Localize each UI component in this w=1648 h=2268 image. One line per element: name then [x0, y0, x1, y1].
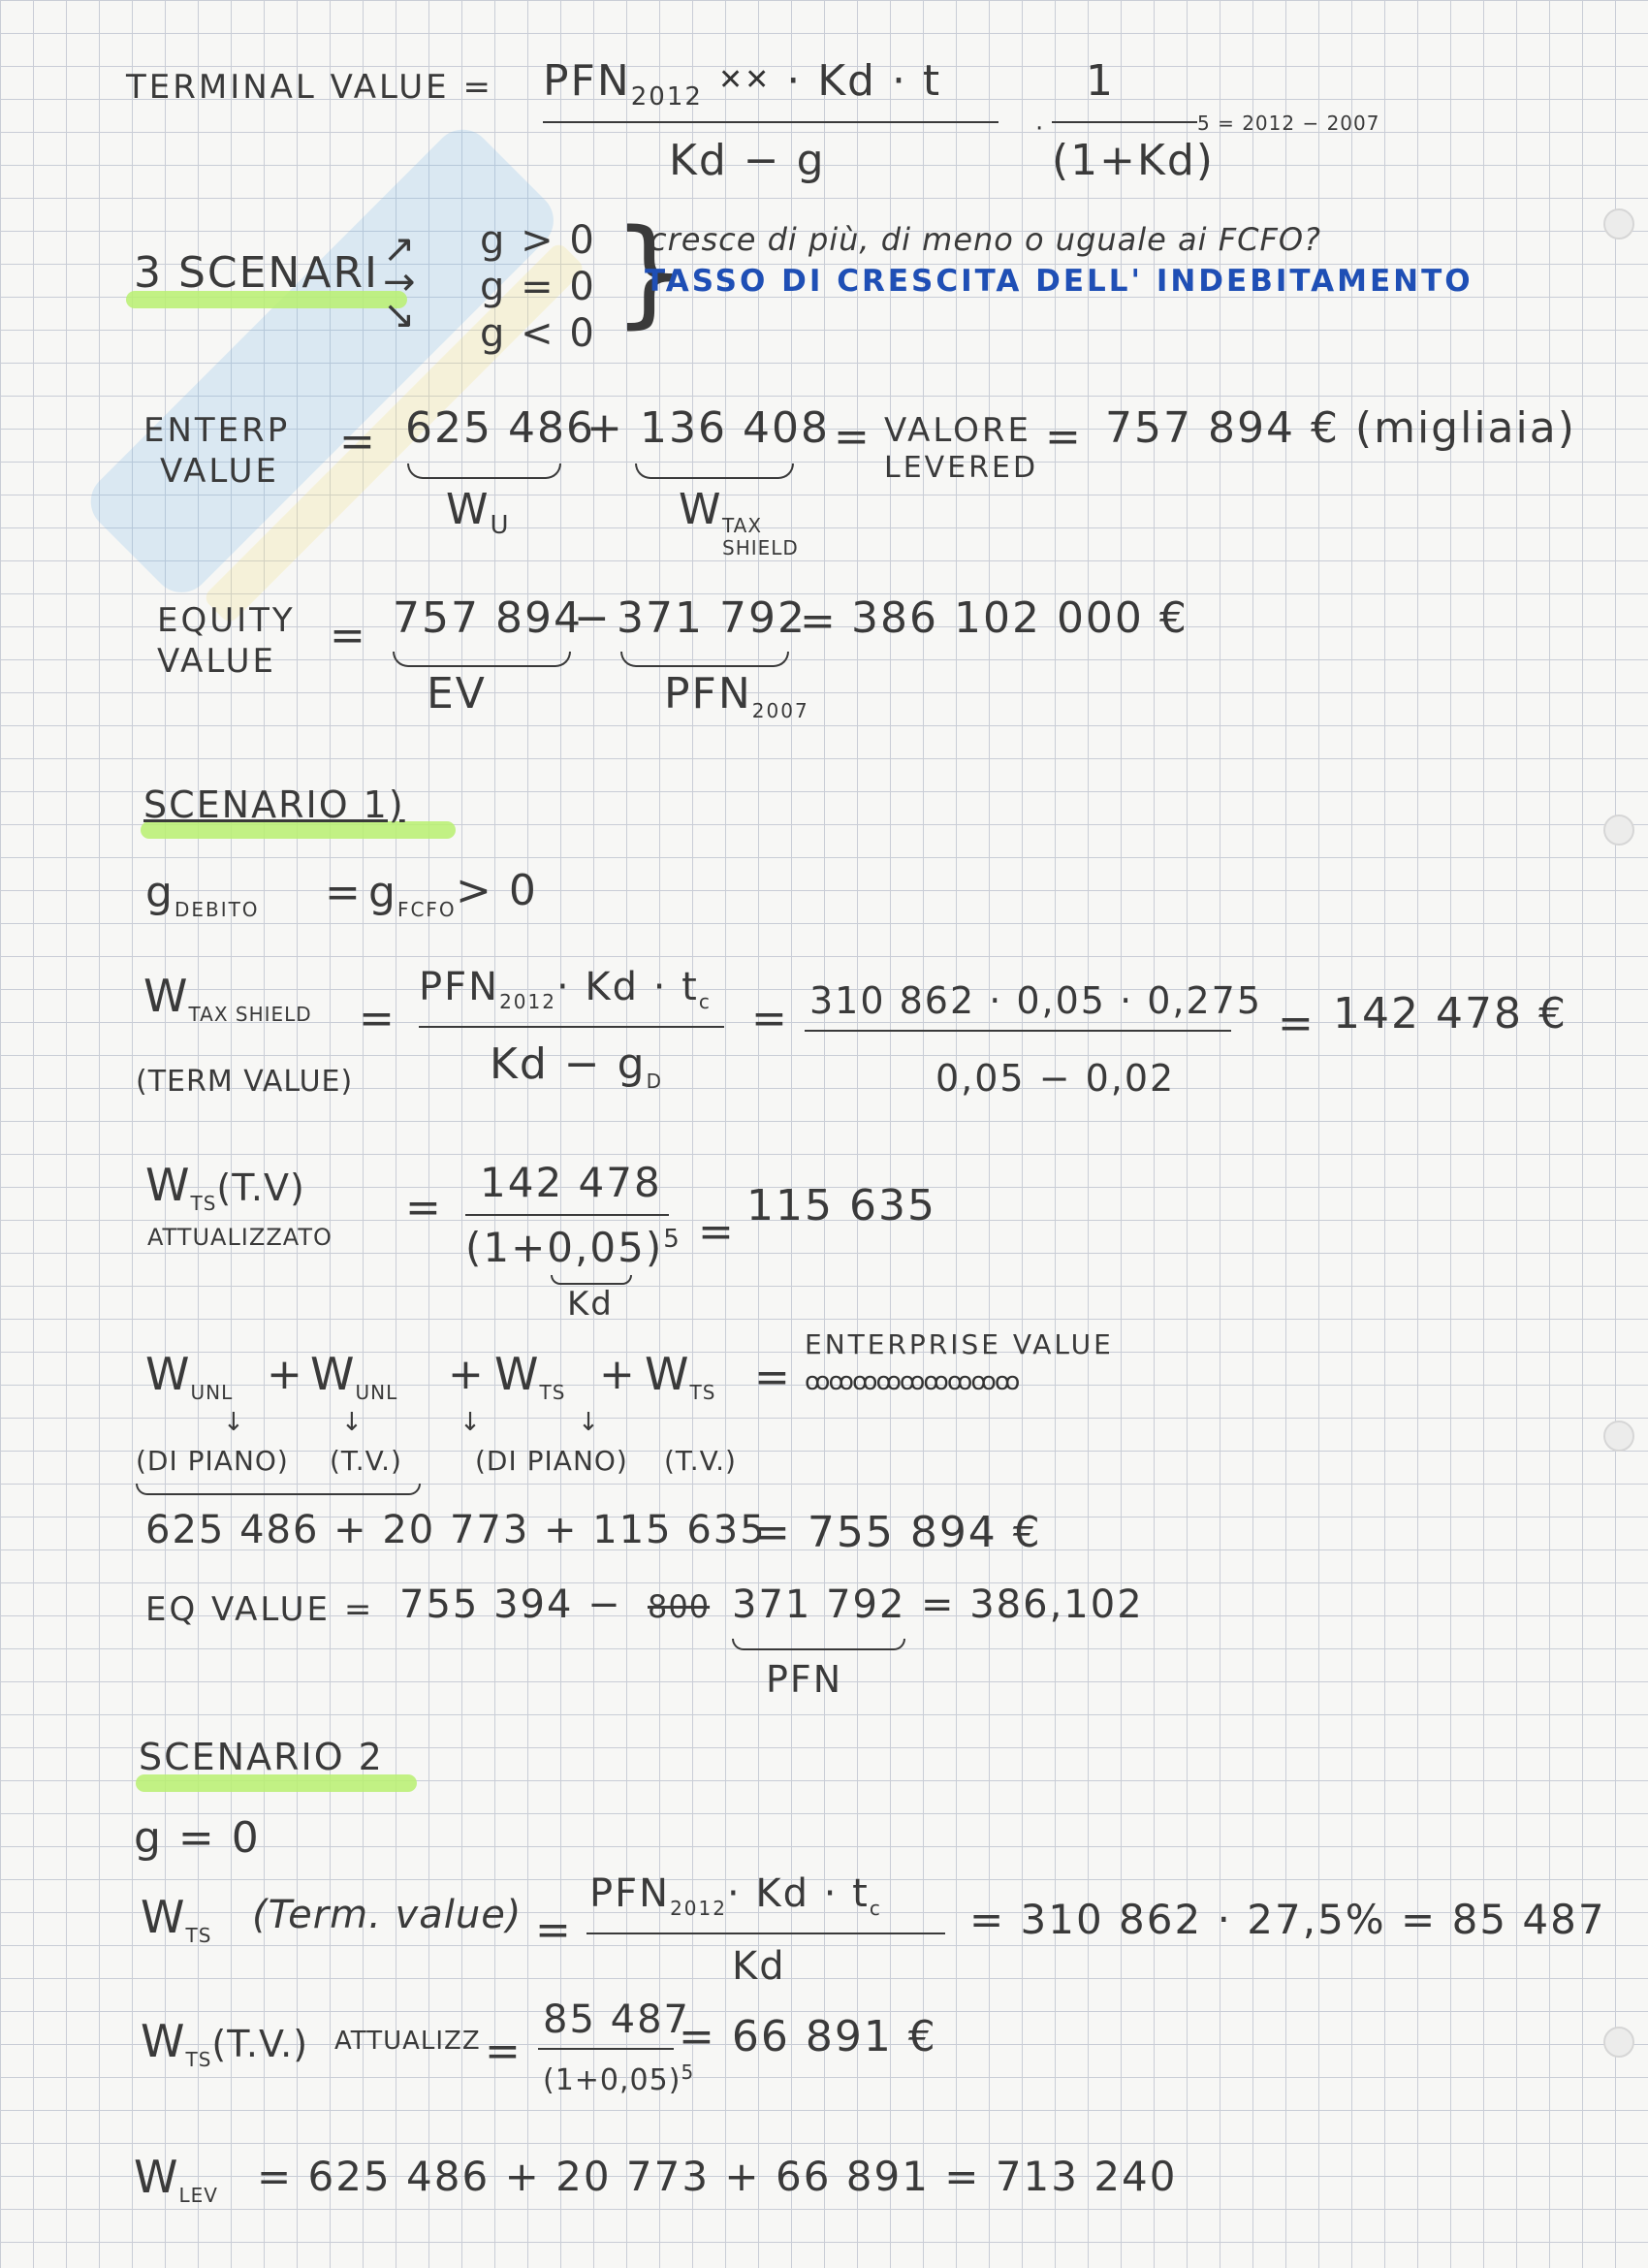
- s1-disc-kd: Kd: [567, 1285, 614, 1324]
- s2-disc-den: $(1+0,05)^5$: [543, 2060, 695, 2097]
- wu-label: $W_U$: [446, 485, 511, 540]
- s2-disc-result: = 66 891 €: [679, 2012, 937, 2061]
- underbrace: [635, 463, 794, 479]
- crossed-out-text: 800: [648, 1588, 711, 1625]
- tv-disc-numerator: 1: [1086, 56, 1115, 106]
- attualizz-note: ATTUALIZZ: [334, 2027, 481, 2056]
- equals: =: [1278, 999, 1315, 1048]
- s2-calc: = 310 862 · 27,5% = 85 487: [969, 1896, 1606, 1943]
- sum-term-2: $W_{UNL}$: [310, 1348, 398, 1405]
- underbrace: [407, 463, 561, 479]
- eq-pfn-value: 371 792: [732, 1582, 906, 1627]
- crossed-out-text: ✕✕: [717, 63, 772, 97]
- ev-value: 757 894: [393, 593, 583, 643]
- term-value-note: (TERM VALUE): [136, 1065, 354, 1099]
- wts-sub-1: TAX: [722, 514, 763, 537]
- enterp-label-1: ENTERP: [143, 411, 291, 450]
- s2-wts-label: $W_{TS}$: [141, 1891, 212, 1948]
- g-positive: g > 0: [480, 218, 596, 263]
- underbrace: [551, 1275, 632, 1285]
- growth-positive: > 0: [456, 866, 538, 915]
- equals: =: [698, 1207, 736, 1257]
- fraction-bar: [419, 1026, 724, 1028]
- tv-disc-exponent: 5 = 2012 − 2007: [1197, 112, 1380, 135]
- equals: =: [535, 1905, 573, 1955]
- levered-label: LEVERED: [884, 451, 1039, 485]
- enterprise-result: 757 894 € (migliaia): [1105, 403, 1576, 453]
- sum-term-3: $W_{TS}$: [494, 1348, 566, 1405]
- pfn-value: 371 792: [617, 593, 807, 643]
- scenario1-title: SCENARIO 1): [143, 783, 405, 826]
- plus: +: [599, 1350, 637, 1399]
- equals: =: [800, 596, 838, 646]
- s2-formula-den: Kd: [732, 1944, 786, 1989]
- equity-label-1: EQUITY: [157, 601, 296, 640]
- s2-wts-rest: (Term. value): [252, 1893, 523, 1937]
- scenario2-title: SCENARIO 2: [139, 1736, 384, 1778]
- fraction-bar: [538, 2048, 674, 2050]
- wts-label: $W_{TAX SHIELD}$: [143, 970, 312, 1027]
- s1-calc-result: 142 478 €: [1333, 989, 1568, 1038]
- equals: =: [330, 611, 367, 660]
- s2-disc-num: 85 487: [543, 1997, 690, 2042]
- equity-label-2: VALUE: [157, 642, 276, 681]
- eq-value-label: EQ VALUE =: [145, 1590, 375, 1629]
- fraction-bar: [805, 1030, 1231, 1032]
- wlev-calc: = 625 486 + 20 773 + 66 891 = 713 240: [257, 2153, 1178, 2200]
- s1-disc-result: 115 635: [746, 1181, 936, 1230]
- s2-formula-num: $PFN_{2012}\cdot Kd \cdot t_c$: [589, 1871, 882, 1920]
- plus: +: [448, 1350, 486, 1399]
- sum-result: = 755 894 €: [754, 1508, 1042, 1557]
- note-tv-1: (T.V.): [330, 1445, 402, 1477]
- enterprise-value-note: ENTERPRISE VALUE: [805, 1328, 1114, 1360]
- equals: =: [325, 868, 363, 917]
- equals: =: [405, 1183, 443, 1232]
- wts-label: W: [679, 485, 723, 534]
- binder-hole: [1603, 1421, 1634, 1452]
- tv-denominator: Kd − g: [669, 136, 826, 185]
- minus: −: [574, 593, 612, 643]
- s1-formula-den: $Kd - g_D$: [490, 1039, 663, 1093]
- down-arrows: ↓ ↓ ↓ ↓: [223, 1408, 600, 1437]
- g-negative: g < 0: [480, 311, 596, 356]
- equals: =: [359, 994, 396, 1043]
- equals: =: [339, 417, 377, 466]
- ev-label: EV: [427, 669, 487, 719]
- s2-wts-tv-label: $W_{TS}(T.V.)$: [141, 2015, 309, 2072]
- g-fcfo: $g_{FCFO}$: [368, 868, 457, 921]
- underbrace: [620, 652, 789, 667]
- growth-rate-note: TASSO DI CRESCITA DELL' INDEBITAMENTO: [645, 264, 1474, 299]
- sum-term-4: $W_{TS}$: [645, 1348, 716, 1405]
- s1-calc-num: 310 862 · 0,05 · 0,275: [809, 979, 1263, 1022]
- scenari-question: cresce di più, di meno o uguale ai FCFO?: [650, 221, 1322, 258]
- brace-right: }: [613, 206, 688, 340]
- eq-value-calc: 755 394 −: [399, 1582, 622, 1627]
- sum-term-1: $W_{UNL}$: [145, 1348, 234, 1405]
- note-di-piano-2: (DI PIANO): [475, 1445, 628, 1477]
- tv-disc-bar: [1052, 121, 1197, 123]
- attualizzato-note: ATTUALIZZATO: [147, 1224, 333, 1251]
- tv-disc-denominator: (1+Kd): [1052, 136, 1215, 185]
- binder-hole: [1603, 815, 1634, 846]
- s1-formula-num: $PFN_{2012}\cdot Kd \cdot t_c$: [419, 965, 712, 1013]
- eq-value-result: = 386,102: [921, 1582, 1144, 1627]
- wu-value: 625 486: [405, 403, 595, 453]
- eq-pfn-label: PFN: [766, 1658, 843, 1701]
- equals: =: [1045, 412, 1083, 462]
- binder-hole: [1603, 2027, 1634, 2058]
- tv-dot: ·: [1035, 114, 1045, 144]
- scribble: ꝏꝏꝏꝏꝏꝏꝏꝏꝏ: [805, 1367, 1019, 1396]
- tv-numerator: $PFN_{2012}$ ✕✕ · Kd · t: [543, 56, 942, 112]
- scenari-label: 3 SCENARI: [134, 248, 379, 298]
- wlev-label: $W_{LEV}$: [134, 2151, 218, 2208]
- fraction-bar: [465, 1214, 669, 1216]
- tv-fraction-bar: [543, 121, 998, 123]
- underbrace: [136, 1484, 421, 1495]
- note-tv-2: (T.V.): [664, 1445, 737, 1477]
- equals: =: [834, 412, 872, 462]
- s2-g: g = 0: [134, 1813, 261, 1863]
- plus: +: [586, 403, 624, 453]
- g-debito: $g_{DEBITO}$: [145, 868, 260, 921]
- s1-disc-num: 142 478: [480, 1159, 662, 1206]
- equity-result: 386 102 000 €: [851, 593, 1188, 643]
- valore-label: VALORE: [884, 411, 1031, 450]
- arrows: ↗ → ↘: [383, 227, 417, 337]
- wts-value: 136 408: [640, 403, 830, 453]
- g-zero: g = 0: [480, 265, 596, 309]
- equals: =: [754, 1353, 792, 1402]
- s1-calc-den: 0,05 − 0,02: [935, 1057, 1176, 1100]
- wts-tv-label: $W_{TS}(T.V)$: [145, 1159, 305, 1216]
- underbrace: [732, 1639, 905, 1650]
- plus: +: [267, 1350, 304, 1399]
- terminal-value-label: TERMINAL VALUE =: [126, 68, 493, 107]
- note-di-piano-1: (DI PIANO): [136, 1445, 289, 1477]
- enterp-label-2: VALUE: [160, 452, 279, 491]
- binder-hole: [1603, 208, 1634, 240]
- underbrace: [393, 652, 571, 667]
- sum-values: 625 486 + 20 773 + 115 635: [145, 1508, 767, 1552]
- wts-sub-2: SHIELD: [722, 536, 799, 559]
- fraction-bar: [586, 1933, 945, 1934]
- equals: =: [751, 994, 789, 1043]
- s1-disc-den: $(1+0,05)^5$: [465, 1224, 681, 1271]
- pfn-label: $PFN_{2007}$: [664, 669, 809, 722]
- equals: =: [485, 2027, 523, 2076]
